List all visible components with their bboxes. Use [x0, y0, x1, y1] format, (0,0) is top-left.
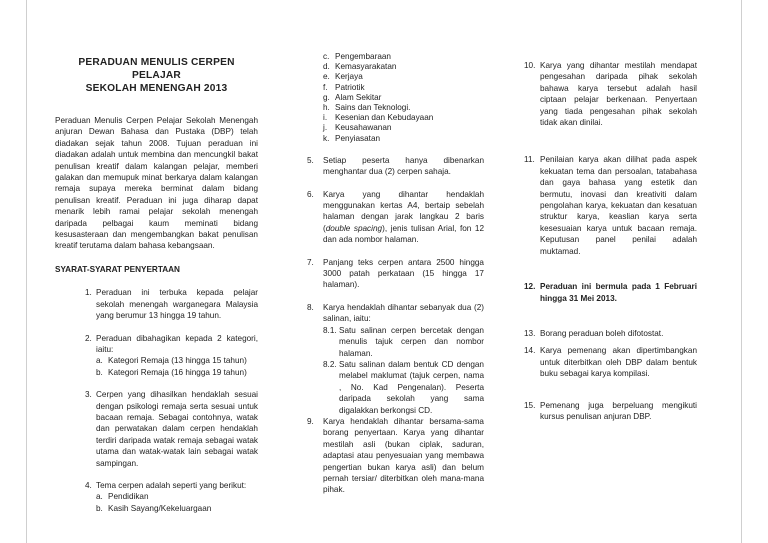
item-text: Cerpen yang dihasilkan hendaklah sesuai dengan psikologi remaja serta sesuai untuk bacaan remaja. Sebagai contohnya, watak dan perwatakan dalam cerpen hendaklah terdiri daripada watak remaja sebagai watak utama dan watak-watak lain sebagai watak sampingan.: [96, 390, 258, 468]
category-b: b. Kategori Remaja (16 hingga 19 tahun): [96, 367, 247, 377]
list-item-15: 15. Pemenang juga berpeluang mengikuti kursus penulisan anjuran DBP.: [524, 400, 697, 421]
column-3: [524, 60, 697, 422]
theme-j: j. Keusahawanan: [323, 123, 392, 133]
theme-e: e. Kerjaya: [323, 72, 363, 82]
theme-g: g. Alam Sekitar: [323, 92, 382, 102]
list-item-13: 13. Borang peraduan boleh difotostat.: [524, 328, 664, 338]
list-item-10: 10. Karya yang dihantar mestilah mendapat pengesahan daripada pihak sekolah bahawa karya tersebut adalah hasil ciptaan pelajar berkenaan. Penyertaan yang tiada pengesahan pihak sekolah tidak akan dinilai.: [524, 61, 697, 128]
list-item-9: 9. Karya hendaklah dihantar bersama-sama borang penyertaan. Karya yang dihantar mestilah asli (bukan ciplak, saduran, adaptasi atau penyesuaian yang membawa pengertian bukan karya asli) dan belum pernah tersiar/ diterbitkan oleh mana-mana pihak.: [307, 416, 484, 495]
title-line-2: SEKOLAH MENENGAH 2013: [85, 83, 228, 94]
list-item-7: 7. Panjang teks cerpen antara 2500 hingga 3000 patah perkataan (15 hingga 17 halaman).: [307, 257, 484, 290]
theme-d: d. Kemasyarakatan: [323, 62, 397, 72]
list-item-12: 12. Peraduan ini bermula pada 1 Februari hingga 31 Mei 2013.: [524, 282, 697, 303]
item-8-2: 8.2. Satu salinan dalam bentuk CD dengan melabel maklumat (tajuk cerpen, nama , No. Kad Pengenalan). Peserta daripada sekolah yang sama digalakkan berkongsi CD.: [323, 359, 484, 415]
list-item-5: 5. Setiap peserta hanya dibenarkan menghantar dua (2) cerpen sahaja.: [307, 155, 484, 177]
item-text: Peraduan dibahagikan kepada 2 kategori, iaitu:: [96, 333, 258, 354]
list-item-1: [55, 287, 258, 321]
theme-c: c. Pengembaraan: [323, 52, 391, 61]
item-text: Peraduan ini terbuka kepada pelajar sekolah menengah warganegara Malaysia yang berumur 13 hingga 19 tahun.: [96, 288, 258, 321]
list-item-2: [55, 333, 258, 379]
item-number: 1.: [85, 288, 92, 298]
page-title: [55, 56, 258, 95]
page-edge-left: [26, 0, 27, 543]
list-item-6: 6. Karya yang dihantar hendaklah menggunakan kertas A4, bertaip sebelah halaman dengan jarak langkau 2 baris (double spacing), jenis tulisan Arial, fon 12 dan ada nombor halaman.: [307, 189, 484, 245]
theme-a: a. Pendidikan: [96, 492, 149, 502]
theme-b: b. Kasih Sayang/Kekeluargaan: [96, 503, 212, 513]
list-item-8: 8. Karya hendaklah dihantar sebanyak dua (2) salinan, iaitu: 8.1. Satu salinan cerpen bercetak dengan menulis tajuk cerpen dan nombor halaman. 8.2. Satu salinan dalam bentuk CD dengan melabel maklumat (tajuk cerpen, nama , No. Kad Pengenalan). Peserta daripada sekolah yang sama digalakkan berkongsi CD.: [307, 302, 484, 415]
column-2: [307, 52, 484, 496]
column-1: [55, 52, 258, 514]
section-heading: SYARAT-SYARAT PENYERTAAN: [55, 264, 180, 274]
item-8-1: 8.1. Satu salinan cerpen bercetak dengan menulis tajuk cerpen dan nombor halaman.: [323, 325, 484, 358]
theme-i: i. Kesenian dan Kebudayaan: [323, 113, 434, 123]
theme-k: k. Penyiasatan: [323, 133, 381, 143]
item-number: 2.: [85, 333, 92, 343]
page-edge-right: [741, 0, 742, 543]
list-item-14: 14. Karya pemenang akan dipertimbangkan untuk diterbitkan oleh DBP dalam bentuk buku sebagai karya kompilasi.: [524, 346, 697, 379]
theme-f: f. Patriotik: [323, 82, 365, 92]
list-item-11: 11. Penilaian karya akan dilihat pada aspek kekuatan tema dan persoalan, tatabahasa dan gaya bahasa yang estetik dan bermutu, inovasi dan kreativiti dalam pengolahan karya, kekuatan dan kesatuan struktur karya, keaslian karya serta kesesuaian karya untuk bacaan remaja. Keputusan panel penilai adalah muktamad.: [524, 155, 697, 256]
category-a: a. Kategori Remaja (13 hingga 15 tahun): [96, 356, 247, 366]
intro-paragraph: Peraduan Menulis Cerpen Pelajar Sekolah Menengah anjuran Dewan Bahasa dan Pustaka (DBP) telah diadakan sejak tahun 2008. Tujuan peraduan ini diadakan adalah untuk membina dan mencungkil bakat penulisan kreatif dalam kalangan pelajar, memberi galakan dan memupuk minat berkarya dalam kalangan remaja supaya mereka berminat dalam bidang penulisan kreatif. Peraduan ini juga diharap dapat menarik lebih ramai pelajar sekolah menengah daripada pelbagai kaum meminati bidang kesusasteraan dan mengembangkan bakat penulisan kreatif terutama dalam bahasa kebangsaan.: [55, 116, 258, 251]
theme-h: h. Sains dan Teknologi.: [323, 103, 411, 113]
item-number: 3.: [85, 390, 92, 400]
list-item-4: [55, 480, 258, 514]
title-line-1: PERADUAN MENULIS CERPEN PELAJAR: [78, 57, 235, 81]
item-text: Tema cerpen adalah seperti yang berikut:: [96, 480, 247, 490]
theme-list-continued: [307, 52, 484, 144]
item-number: 4.: [85, 480, 92, 490]
list-item-3: [55, 389, 258, 469]
